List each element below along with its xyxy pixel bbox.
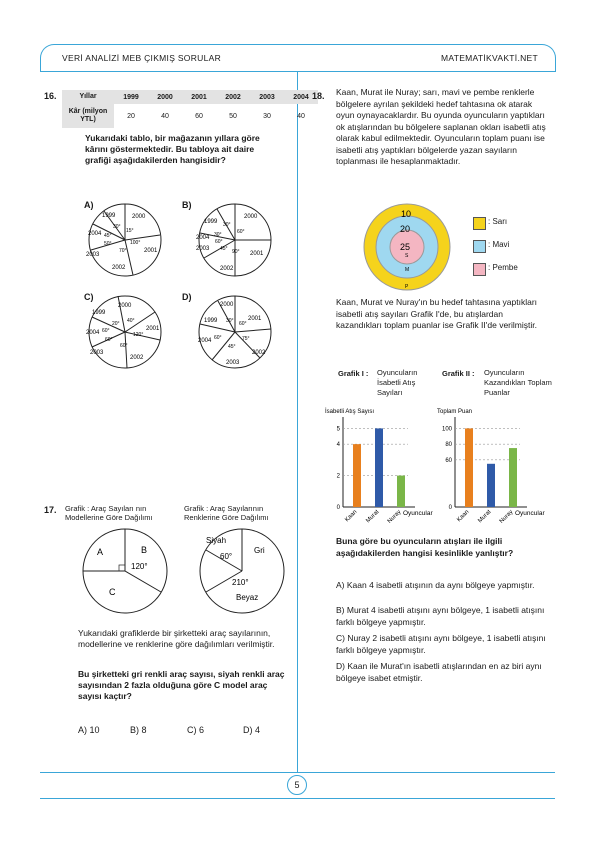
table-cell: 50 (229, 112, 237, 120)
y-tick-label: 5 (336, 426, 340, 433)
slice-label: 2002 (130, 355, 144, 361)
slice-label: 2004 (86, 330, 100, 336)
angle-label: 60° (102, 328, 110, 334)
header-site: MATEMATİKVAKTİ.NET (440, 53, 538, 63)
table-header: Kâr (milyon YTL) (62, 104, 114, 128)
slice-label: 2002 (220, 266, 234, 272)
angle-label: 60° (105, 337, 113, 343)
bar (465, 428, 473, 507)
angle-label: 120° (133, 332, 144, 338)
angle-label: 30° (214, 232, 222, 238)
legend-swatch-pink (473, 263, 486, 276)
table-row (62, 90, 318, 104)
x-tick-label: Nuray (386, 509, 403, 525)
x-tick-label: Kaan (344, 509, 359, 524)
slice-label: 2004 (196, 235, 210, 241)
x-tick-label: Nuray (498, 509, 515, 525)
table-cell: 2004 (284, 90, 318, 104)
angle-label: 60° (237, 229, 245, 235)
table-header: Yıllar (62, 90, 114, 104)
slice-label: 1999 (204, 219, 218, 225)
y-tick-label: 4 (336, 442, 340, 449)
table-cell: 60 (195, 112, 203, 120)
graph-title-label: Grafik I : (338, 369, 369, 378)
slice-label: 2000 (118, 303, 132, 309)
slice-label: 2003 (196, 246, 210, 252)
column-divider (297, 71, 298, 772)
angle-label: 30° (226, 318, 234, 324)
slice-label: 2002 (252, 350, 266, 356)
table-cell: 40 (297, 112, 305, 120)
slice-label: 1999 (92, 310, 106, 316)
angle-label: 45° (220, 246, 228, 252)
x-axis-label: Oyuncular (403, 510, 433, 517)
angle-label: 30° (113, 224, 121, 230)
slice-label: B (141, 545, 148, 555)
option-c-label: C) (84, 292, 94, 302)
y-tick-label: 2 (336, 473, 340, 480)
angle-label: 60° (220, 552, 233, 561)
question-number: 18. (312, 91, 325, 101)
angle-label: 120° (131, 562, 148, 571)
x-tick-label: Kaan (456, 509, 471, 524)
angle-label: 70° (119, 248, 127, 254)
y-tick-label: 60 (445, 457, 452, 464)
header-title: VERİ ANALİZİ MEB ÇIKMIŞ SORULAR (62, 53, 222, 63)
question-stem: Yukarıdaki tablo, bir mağazanın yıllara göre kârını göstermektedir. Bu tabloya ait daire grafiği aşağıdakilerden hangisidir? (85, 133, 260, 165)
legend-label: : Sarı (488, 217, 508, 226)
slice-label: Gri (254, 546, 265, 555)
question-prompt: Bu şirketteki gri renkli araç sayısı, siyah renkli araç sayısından 2 fazla olduğuna göre C model araç sayısı kaçtır? (78, 669, 285, 701)
slice-label: 2002 (112, 265, 126, 271)
answer-option[interactable]: A) Kaan 4 isabetli atışının da aynı bölgeye yapmıştır. (336, 580, 535, 590)
legend-swatch-blue (473, 240, 486, 253)
table-row (62, 104, 318, 128)
angle-label: 60° (215, 239, 223, 245)
answer-option[interactable]: A) 10 (78, 725, 100, 735)
bar (487, 464, 495, 507)
graph-title: Oyuncuların Kazandıkları Toplam Puanlar (484, 368, 552, 397)
bar (509, 448, 517, 507)
table-cell: 30 (263, 112, 271, 120)
table-cell: 2003 (250, 90, 284, 104)
profit-table (62, 90, 318, 128)
slice-label: 2001 (146, 326, 160, 332)
graph-title: Oyuncuların İsabetli Atış Sayıları (377, 368, 418, 397)
bar (353, 444, 361, 507)
footer-divider (40, 772, 555, 773)
table-cell: 1999 (114, 90, 148, 104)
answer-option[interactable]: B) Murat 4 isabetli atışını aynı bölgeye, 1 isabetli atışını farklı bölgeye yapmıştır. (336, 605, 545, 627)
ring-value: 25 (400, 242, 411, 252)
angle-label: 15° (126, 228, 134, 234)
slice-label: 2004 (88, 231, 102, 237)
color-pie (192, 525, 292, 617)
slice-label: 2003 (226, 360, 240, 366)
y-axis-label: Toplam Puan (437, 409, 473, 415)
angle-label: 45° (228, 344, 236, 350)
angle-label: 60° (120, 343, 128, 349)
question-number: 17. (44, 505, 57, 515)
angle-label: 60° (239, 321, 247, 327)
slice-label: 2001 (144, 248, 158, 254)
answer-option[interactable]: C) 6 (187, 725, 205, 735)
answer-option[interactable]: D) Kaan ile Murat'ın isabetli atışlarından en az biri aynı bölgeye isabet etmiştir. (336, 661, 542, 683)
target-board (362, 202, 458, 294)
slice-label: 2003 (90, 350, 104, 356)
slice-label: 1999 (204, 318, 218, 324)
option-c-pie[interactable] (80, 292, 170, 372)
slice-label: 2000 (244, 214, 258, 220)
angle-label: 100° (130, 240, 141, 246)
graph-title: Grafik : Araç Sayılarının Renklerine Göre Dağılımı (184, 504, 269, 522)
slice-label: Siyah (206, 536, 227, 545)
ring-letter: P (405, 284, 409, 290)
question-number: 16. (44, 91, 57, 101)
answer-option[interactable]: C) Nuray 2 isabetli atışını aynı bölgeye, 1 isabetli atışını farklı bölgeye yapmıştır. (336, 633, 546, 655)
legend-label: : Pembe (488, 263, 518, 272)
ring-letter: S (405, 253, 409, 259)
option-a-label: A) (84, 200, 94, 210)
option-b-label: B) (182, 200, 192, 210)
y-tick-label: 0 (336, 505, 340, 511)
legend-swatch-yellow (473, 217, 486, 230)
ring-value: 10 (401, 209, 412, 219)
angle-label: 45° (104, 233, 112, 239)
legend-label: : Mavi (488, 240, 510, 249)
answer-option[interactable]: B) 8 (130, 725, 147, 735)
angle-label: 20° (112, 321, 120, 327)
table-cell: 40 (161, 112, 169, 120)
option-b-pie[interactable] (190, 200, 280, 280)
option-d-label: D) (182, 292, 192, 302)
option-a-pie[interactable] (80, 200, 170, 280)
page-number: 5 (287, 775, 307, 795)
slice-label: 2004 (198, 338, 212, 344)
graph-title: Grafik : Araç Sayıları nın Modellerine Göre Dağılımı (65, 504, 153, 522)
slice-label: 1999 (102, 213, 116, 219)
ring-letter: M (405, 267, 410, 273)
slice-label: Beyaz (236, 593, 259, 602)
angle-label: 40° (127, 318, 135, 324)
slice-label: 2000 (132, 214, 146, 220)
x-tick-label: Murat (477, 509, 493, 525)
y-tick-label: 0 (448, 505, 452, 511)
y-tick-label: 80 (445, 442, 452, 449)
hits-bar-chart (325, 405, 445, 535)
question-stem: Kaan, Murat ile Nuray; sarı, mavi ve pembe renklerle bölgelere ayrılan şekildeki hedef tahtasına ok atarak oyun oynayacaklardır. Bu oyunda oyuncuların yaptıkları ok atışlarından bu bölgelere saplanan okları isabetli atış olarak kabul edilmektedir. Oyuncuların toplam puanı ise isabetli atış yaptıkları bölgelerde yazan sayıların toplanması ile hesaplanmaktadır. (336, 87, 546, 166)
question-prompt: Buna göre bu oyuncuların atışları ile ilgili aşağıdakilerden hangisi kesinlikle yanlıştır? (336, 536, 514, 558)
slice-label: C (109, 587, 116, 597)
points-bar-chart (437, 405, 555, 535)
slice-label: 2000 (220, 302, 234, 308)
table-cell: 20 (127, 112, 135, 120)
slice-label: 2001 (248, 316, 262, 322)
slice-label: A (97, 547, 104, 557)
answer-option[interactable]: D) 4 (243, 725, 261, 735)
angle-label: 90° (232, 249, 240, 255)
angle-label: 210° (232, 578, 249, 587)
graph-title-label: Grafik II : (442, 369, 475, 378)
angle-label: 30° (223, 222, 231, 228)
slice-label: 2003 (86, 252, 100, 258)
footer-divider-bottom (40, 798, 555, 799)
x-axis-label: Oyuncular (515, 510, 545, 517)
y-axis-label: İsabetli Atış Sayısı (325, 409, 375, 415)
y-tick-label: 100 (441, 426, 452, 433)
ring-value: 20 (400, 224, 411, 234)
paragraph: Kaan, Murat ve Nuray'ın bu hedef tahtasına yaptıkları isabetli atış sayıları Grafik I'de, bu atışlardan kazandıkları toplam puanlar ise Grafik II'de verilmiştir. (336, 297, 538, 330)
slice-label: 2001 (250, 251, 264, 257)
table-cell: 2001 (182, 90, 216, 104)
table-cell: 2000 (148, 90, 182, 104)
option-d-pie[interactable] (190, 292, 280, 372)
table-cell: 2002 (216, 90, 250, 104)
bar (375, 428, 383, 507)
angle-label: 50° (104, 241, 112, 247)
x-tick-label: Murat (365, 509, 381, 525)
bar (397, 476, 405, 507)
angle-label: 60° (214, 335, 222, 341)
angle-label: 75° (242, 336, 250, 342)
question-stem: Yukarıdaki grafiklerde bir şirketteki araç sayılarının, modellerine ve renklerine göre dağılımları verilmiştir. (78, 628, 275, 649)
model-pie (75, 525, 175, 617)
